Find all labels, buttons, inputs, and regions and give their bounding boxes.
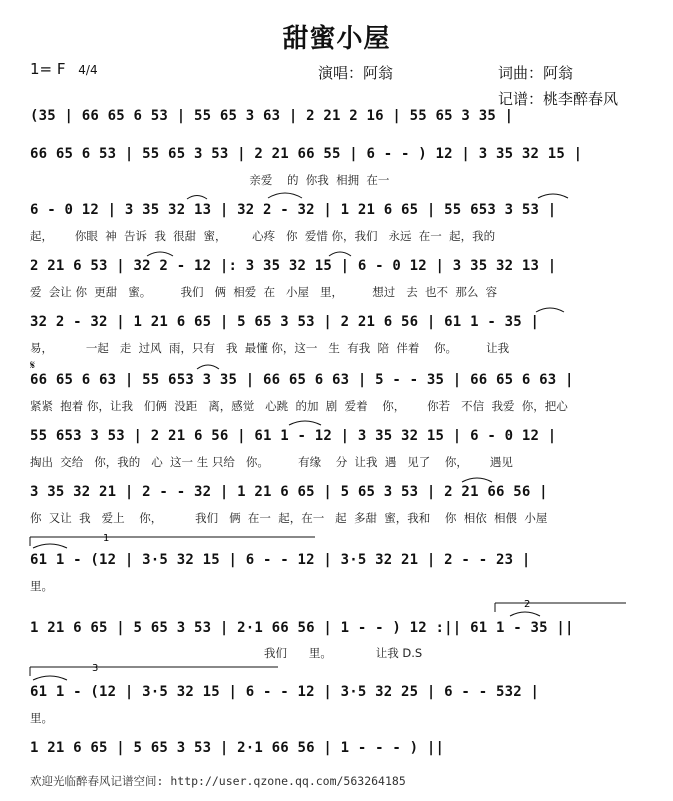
notation-row: 1 21 6 65 | 5 65 3 53 | 2·1 66 56 | 1 - - ) 12 :|| 61 1 - 35 || bbox=[30, 620, 574, 636]
composer-credit: 词曲：阿翁 bbox=[498, 64, 574, 82]
lyric-row: 起， 你眼 神 告诉 我 很甜 蜜， 心疼 你 爱惜 你，我们 永远 在一 起，我的 bbox=[30, 229, 496, 243]
volta-number: 3 bbox=[92, 663, 99, 674]
notation-row: 1 21 6 65 | 5 65 3 53 | 2·1 66 56 | 1 - - - ) || bbox=[30, 740, 445, 756]
lyric-row: 爱 会让 你 更甜 蜜。 我们 俩 相爱 在 小屋 里， 想过 去 也不 那么 容 bbox=[30, 285, 498, 299]
lyric-row: 紧紧 抱着 你，让我 们俩 没距 离，感觉 心跳 的加 剧 爱着 你， 你若 不信 我爱 你，把心 bbox=[30, 399, 568, 413]
notation-row: (35 | 66 65 6 53 | 55 65 3 63 | 2 21 2 16 | 55 65 3 35 | bbox=[30, 108, 514, 124]
segno-sign: 𝄋 bbox=[30, 358, 36, 372]
singer-credit: 演唱：阿翁 bbox=[318, 64, 394, 82]
notation-row: 61 1 - (12 | 3·5 32 15 | 6 - - 12 | 3·5 32 25 | 6 - - 532 | bbox=[30, 684, 540, 700]
lyric-row: 亲爱 的 你我 相拥 在一 bbox=[30, 173, 390, 187]
volta-number: 2 bbox=[524, 599, 531, 610]
volta-bracket-2 bbox=[495, 599, 626, 612]
transcriber-credit: 记谱：桃李醉春风 bbox=[498, 90, 619, 108]
notation-row: 6 - 0 12 | 3 35 32 13 | 32 2 - 32 | 1 21 6 65 | 55 653 3 53 | bbox=[30, 202, 557, 218]
key-label: 1= F bbox=[30, 60, 66, 78]
notation-row: 55 653 3 53 | 2 21 6 56 | 61 1 - 12 | 3 35 32 15 | 6 - 0 12 | bbox=[30, 428, 557, 444]
key-signature bbox=[30, 60, 98, 78]
lyric-row: 你 又让 我 爱上 你， 我们 俩 在一 起，在一 起 多甜 蜜，我和 你 相依 相偎 小屋 bbox=[30, 511, 548, 525]
lyric-row: 易， 一起 走 过风 雨，只有 我 最懂 你，这一 生 有我 陪 伴着 你。 让我 bbox=[30, 341, 510, 355]
notation-row: 66 65 6 63 | 55 653 3 35 | 66 65 6 63 | 5 - - 35 | 66 65 6 63 | bbox=[30, 372, 574, 388]
notation-row: 61 1 - (12 | 3·5 32 15 | 6 - - 12 | 3·5 32 21 | 2 - - 23 | bbox=[30, 552, 531, 568]
lyric-row: 里。 bbox=[30, 711, 53, 725]
song-title: 甜蜜小屋 bbox=[282, 24, 391, 54]
footer-note: 欢迎光临醉春风记谱空间: http://user.qzone.qq.com/563264185 bbox=[30, 774, 406, 788]
lyric-row: 里。 bbox=[30, 579, 53, 593]
notation-row: 3 35 32 21 | 2 - - 32 | 1 21 6 65 | 5 65 3 53 | 2 21 66 56 | bbox=[30, 484, 548, 500]
lyric-row: 我们 里。 让我 D.S bbox=[30, 646, 423, 660]
notation-row: 66 65 6 53 | 55 65 3 53 | 2 21 66 55 | 6 - - ) 12 | 3 35 32 15 | bbox=[30, 146, 583, 162]
volta-bracket-1 bbox=[30, 533, 315, 546]
notation-row: 32 2 - 32 | 1 21 6 65 | 5 65 3 53 | 2 21 6 56 | 61 1 - 35 | bbox=[30, 314, 540, 330]
time-signature: 4/4 bbox=[78, 63, 98, 77]
volta-number: 1 bbox=[103, 533, 110, 544]
volta-bracket-3 bbox=[30, 663, 278, 676]
notation-row: 2 21 6 53 | 32 2 - 12 |: 3 35 32 15 | 6 - 0 12 | 3 35 32 13 | bbox=[30, 258, 557, 274]
lyric-row: 掏出 交给 你，我的 心 这一 生 只给 你。 有缘 分 让我 遇 见了 你， 遇见 bbox=[30, 455, 513, 469]
